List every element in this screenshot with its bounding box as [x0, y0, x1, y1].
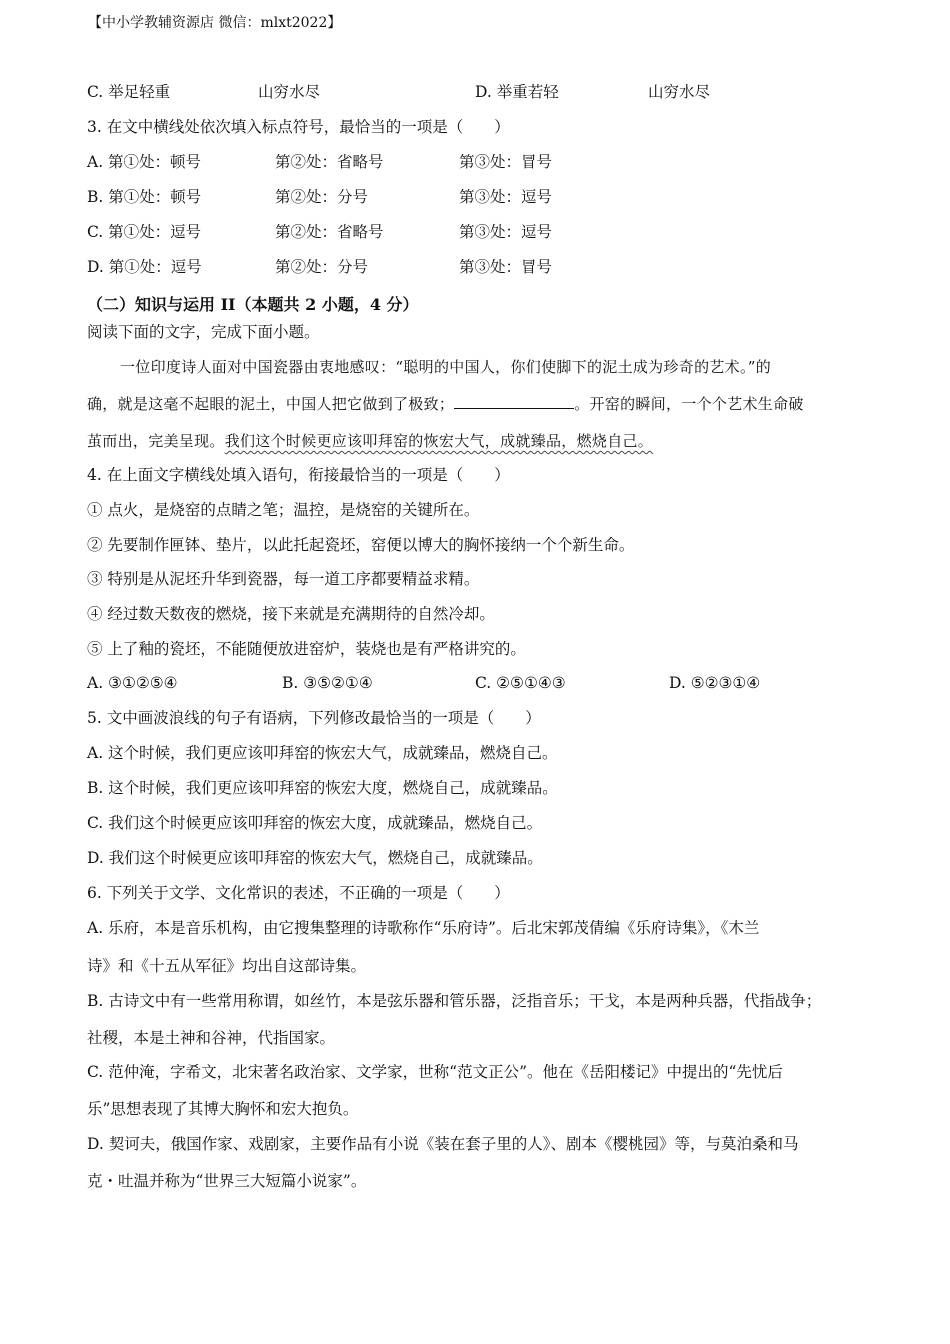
q6-option-b-line2: 社稷，本是土神和谷神，代指国家。 [87, 1029, 336, 1047]
q5-stem: 5. 文中画波浪线的句子有语病，下列修改最恰当的一项是（ ） [87, 709, 541, 727]
q3-option-a: A. 第①处：顿号 [87, 153, 202, 171]
q3-option-a-3: 第③处：冒号 [459, 153, 553, 171]
q6-option-a-line1: A. 乐府，本是音乐机构，由它搜集整理的诗歌称作“乐府诗”。后北宋郭茂倩编《乐府诗集》，《木兰 [87, 919, 760, 937]
q6-option-c-line2: 乐”思想表现了其博大胸怀和宏大抱负。 [87, 1100, 359, 1118]
q4-item-3: ③ 特别是从泥坯升华到瓷器，每一道工序都要精益求精。 [87, 570, 480, 588]
passage-line-3-pre: 茧而出，完美呈现。 [87, 432, 225, 450]
q6-option-b-line1: B. 古诗文中有一些常用称谓，如丝竹，本是弦乐器和管乐器，泛指音乐；干戈，本是两种兵器，代指战争； [87, 992, 822, 1010]
q2-option-c-word: 山穷水尽 [258, 83, 321, 101]
q3-option-b-3: 第③处：逗号 [459, 188, 553, 206]
passage-line-2-pre: 确，就是这毫不起眼的泥土，中国人把它做到了极致； [87, 395, 455, 413]
q3-option-d-2: 第②处：分号 [275, 258, 369, 276]
q4-item-4: ④ 经过数天数夜的燃烧，接下来就是充满期待的自然冷却。 [87, 605, 495, 623]
q5-option-c: C. 我们这个时候更应该叩拜窑的恢宏大度，成就臻品，燃烧自己。 [87, 814, 543, 832]
q6-option-c-line1: C. 范仲淹，字希文，北宋著名政治家、文学家，世称“范文正公”。他在《岳阳楼记》中提出的“先忧后 [87, 1063, 783, 1081]
q4-option-b: B. ③⑤②①④ [282, 674, 373, 692]
q5-option-a: A. 这个时候，我们更应该叩拜窑的恢宏大气，成就臻品，燃烧自己。 [87, 744, 558, 762]
q2-option-c: C. 举足轻重 [87, 83, 171, 101]
q3-option-c-3: 第③处：逗号 [459, 223, 553, 241]
q3-option-d: D. 第①处：逗号 [87, 258, 202, 276]
section-intro: 阅读下面的文字，完成下面小题。 [87, 323, 320, 341]
q4-item-1: ① 点火，是烧窑的点睛之笔；温控，是烧窑的关键所在。 [87, 501, 480, 519]
q3-stem: 3. 在文中横线处依次填入标点符号，最恰当的一项是（ ） [87, 118, 510, 136]
q3-option-b: B. 第①处：顿号 [87, 188, 202, 206]
q2-option-d: D. 举重若轻 [475, 83, 559, 101]
q6-option-d-line2: 克・吐温并称为“世界三大短篇小说家”。 [87, 1172, 367, 1190]
q6-option-d-line1: D. 契诃夫，俄国作家、戏剧家，主要作品有小说《装在套子里的人》、剧本《樱桃园》等，与莫泊桑和马 [87, 1135, 799, 1153]
q4-item-5: ⑤ 上了釉的瓷坯，不能随便放进窑炉，装烧也是有严格讲究的。 [87, 640, 526, 658]
q4-option-d: D. ⑤②③①④ [669, 674, 761, 692]
q5-option-d: D. 我们这个时候更应该叩拜窑的恢宏大气，燃烧自己，成就臻品。 [87, 849, 543, 867]
q6-option-a-line2: 诗》和《十五从军征》均出自这部诗集。 [87, 957, 367, 975]
q3-option-b-2: 第②处：分号 [275, 188, 369, 206]
q4-stem: 4. 在上面文字横线处填入语句，衔接最恰当的一项是（ ） [87, 466, 510, 484]
q5-option-b: B. 这个时候，我们更应该叩拜窑的恢宏大度，燃烧自己，成就臻品。 [87, 779, 558, 797]
q4-option-a: A. ③①②⑤④ [87, 674, 178, 692]
q3-option-c: C. 第①处：逗号 [87, 223, 202, 241]
passage-line-3 [87, 430, 653, 451]
fill-blank [454, 394, 574, 409]
passage-line-1: 一位印度诗人面对中国瓷器由衷地感叹：“聪明的中国人，你们使脚下的泥土成为珍奇的艺术。”的 [120, 358, 772, 376]
passage-line-2 [87, 393, 804, 414]
passage-line-2-post: 。开窑的瞬间，一个个艺术生命破 [574, 395, 804, 413]
q3-option-a-2: 第②处：省略号 [275, 153, 384, 171]
q4-item-2: ② 先要制作匣钵、垫片，以此托起瓷坯，窑便以博大的胸怀接纳一个个新生命。 [87, 536, 635, 554]
wavy-underlined-sentence: 我们这个时候更应该叩拜窑的恢宏大气，成就臻品，燃烧自己。 [224, 432, 654, 450]
section-heading: （二）知识与运用 II（本题共 2 小题，4 分） [87, 295, 419, 314]
q4-option-c: C. ②⑤①④③ [475, 674, 566, 692]
q3-option-c-2: 第②处：省略号 [275, 223, 384, 241]
watermark: 【中小学教辅资源店 微信：mlxt2022】 [88, 15, 342, 31]
q6-stem: 6. 下列关于文学、文化常识的表述，不正确的一项是（ ） [87, 884, 510, 902]
q2-option-d-word: 山穷水尽 [648, 83, 711, 101]
q3-option-d-3: 第③处：冒号 [459, 258, 553, 276]
